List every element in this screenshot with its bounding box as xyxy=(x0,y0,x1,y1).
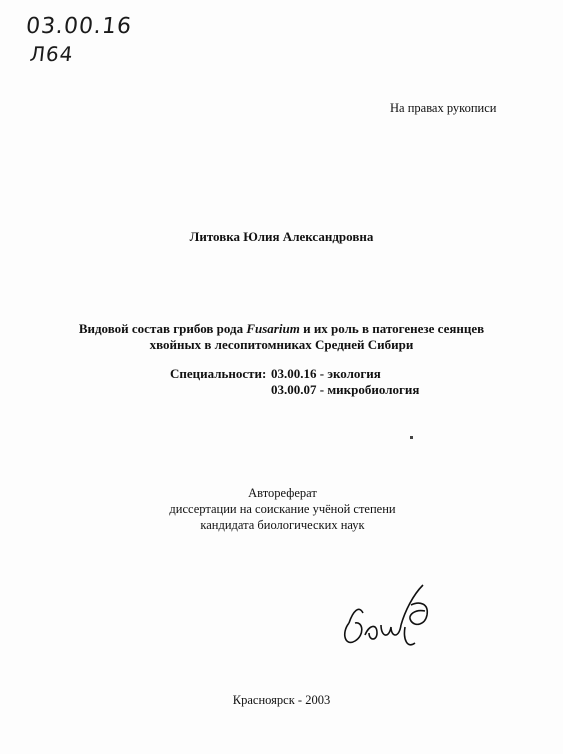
handwritten-shelf-mark: Л64 xyxy=(28,42,75,66)
title-line-2: хвойных в лесопитомниках Средней Сибири xyxy=(149,337,414,352)
dissertation-title xyxy=(60,321,503,353)
abstract-line-3: кандидата биологических наук xyxy=(200,518,365,532)
title-line-1 xyxy=(60,321,503,337)
specialty-second: 03.00.07 - микробиология xyxy=(271,382,420,397)
specialty-first: 03.00.16 - экология xyxy=(271,366,381,381)
rights-note: На правах рукописи xyxy=(390,101,497,115)
title-genus: Fusarium xyxy=(246,321,300,336)
scan-speck xyxy=(410,436,413,439)
specialties-label: Специальности: xyxy=(170,366,267,381)
title-part-2: и их роль в патогенезе сеянцев xyxy=(299,321,485,336)
handwritten-code: 03.00.16 xyxy=(24,14,134,39)
city-year: Красноярск - 2003 xyxy=(232,693,331,707)
title-part-1: Видовой состав грибов рода xyxy=(78,321,247,336)
abstract-line-1: Автореферат xyxy=(248,486,317,500)
abstract-block xyxy=(0,485,563,533)
author-name: Литовка Юлия Александровна xyxy=(189,229,374,244)
abstract-line-2: диссертации на соискание учёной степени xyxy=(169,502,396,516)
handwritten-signature xyxy=(335,575,445,655)
